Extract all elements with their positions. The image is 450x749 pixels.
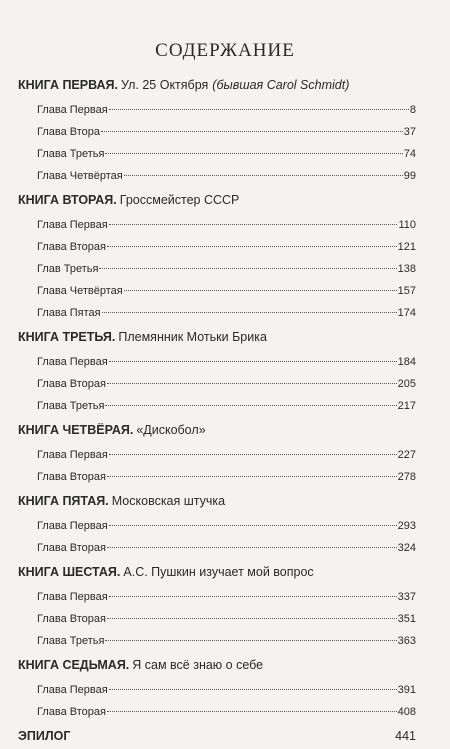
chapter-name: Глава Вторая [37, 471, 106, 483]
chapter-name: Глава Втора [37, 126, 101, 138]
book-heading[interactable] [18, 324, 416, 351]
chapter-page: 157 [397, 285, 416, 297]
chapter-page: 138 [397, 263, 416, 275]
book-subtitle: Гроссмейстер СССР [119, 193, 240, 207]
table-of-contents [18, 72, 416, 749]
dot-leader [101, 131, 403, 132]
book-heading[interactable] [18, 187, 416, 214]
chapter-name: Глава Первая [37, 520, 108, 532]
chapter-entry[interactable] [18, 258, 416, 280]
dot-leader [105, 405, 396, 406]
book-heading[interactable] [18, 72, 416, 99]
chapter-page: 8 [409, 104, 416, 116]
dot-leader [109, 454, 397, 455]
epilog-page: 441 [395, 729, 416, 743]
chapter-name: Глава Первая [37, 449, 108, 461]
chapter-entry[interactable] [18, 214, 416, 236]
book-heading[interactable] [18, 652, 416, 679]
chapter-name: Глава Первая [37, 684, 108, 696]
chapter-entry[interactable] [18, 608, 416, 630]
dot-leader [107, 711, 397, 712]
chapter-entry[interactable] [18, 537, 416, 559]
chapter-page: 363 [397, 635, 416, 647]
chapter-page: 174 [397, 307, 416, 319]
chapter-entry[interactable] [18, 373, 416, 395]
dot-leader [109, 596, 397, 597]
chapter-name: Глава Пятая [37, 307, 101, 319]
chapter-name: Глава Третья [37, 635, 105, 647]
chapter-page: 37 [403, 126, 416, 138]
dot-leader [107, 547, 397, 548]
chapter-page: 337 [397, 591, 416, 603]
chapter-name: Глава Четвёртая [37, 285, 123, 297]
dot-leader [109, 361, 397, 362]
dot-leader [105, 640, 396, 641]
chapter-entry[interactable] [18, 515, 416, 537]
book-label: КНИГА ПЯТАЯ. [18, 494, 109, 508]
chapter-entry[interactable] [18, 679, 416, 701]
book-label: КНИГА ВТОРАЯ. [18, 193, 117, 207]
chapter-page: 74 [403, 148, 416, 160]
dot-leader [102, 312, 397, 313]
chapter-name: Глава Первая [37, 219, 108, 231]
dot-leader [107, 383, 397, 384]
chapter-page: 99 [403, 170, 416, 182]
chapter-entry[interactable] [18, 165, 416, 187]
chapter-name: Глава Вторая [37, 613, 106, 625]
chapter-page: 217 [397, 400, 416, 412]
dot-leader [124, 290, 397, 291]
chapter-name: Глав Третья [37, 263, 99, 275]
chapter-page: 227 [397, 449, 416, 461]
chapter-entry[interactable] [18, 351, 416, 373]
book-heading[interactable] [18, 417, 416, 444]
chapter-page: 408 [397, 706, 416, 718]
chapter-name: Глава Третья [37, 148, 105, 160]
dot-leader [109, 109, 409, 110]
chapter-name: Глава Вторая [37, 241, 106, 253]
book-subtitle: Московская штучка [111, 494, 226, 508]
dot-leader [107, 246, 397, 247]
chapter-entry[interactable] [18, 395, 416, 417]
chapter-entry[interactable] [18, 143, 416, 165]
chapter-name: Глава Четвёртая [37, 170, 123, 182]
chapter-name: Глава Первая [37, 104, 108, 116]
chapter-page: 121 [397, 241, 416, 253]
chapter-name: Глава Первая [37, 356, 108, 368]
chapter-entry[interactable] [18, 121, 416, 143]
book-heading[interactable] [18, 488, 416, 515]
chapter-page: 278 [397, 471, 416, 483]
dot-leader [109, 224, 398, 225]
dot-leader [124, 175, 403, 176]
chapter-entry[interactable] [18, 466, 416, 488]
book-subtitle: А.С. Пушкин изучает мой вопрос [123, 565, 314, 579]
chapter-name: Глава Вторая [37, 706, 106, 718]
chapter-page: 293 [397, 520, 416, 532]
chapter-name: Глава Вторая [37, 378, 106, 390]
chapter-page: 205 [397, 378, 416, 390]
chapter-page: 351 [397, 613, 416, 625]
book-label: КНИГА ШЕСТАЯ. [18, 565, 121, 579]
chapter-name: Глава Вторая [37, 542, 106, 554]
book-subtitle: «Дискобол» [136, 423, 206, 437]
chapter-entry[interactable] [18, 280, 416, 302]
chapter-entry[interactable] [18, 444, 416, 466]
book-label: КНИГА ТРЕТЬЯ. [18, 330, 116, 344]
dot-leader [107, 476, 397, 477]
book-heading[interactable] [18, 559, 416, 586]
chapter-page: 391 [397, 684, 416, 696]
chapter-page: 324 [397, 542, 416, 554]
chapter-page: 184 [397, 356, 416, 368]
chapter-name: Глава Третья [37, 400, 105, 412]
dot-leader [109, 689, 397, 690]
dot-leader [99, 268, 396, 269]
book-subtitle: Племянник Мотьки Брика [118, 330, 267, 344]
dot-leader [105, 153, 402, 154]
book-label: КНИГА ЧЕТВЁРАЯ. [18, 423, 134, 437]
page-title: СОДЕРЖАНИЕ [155, 40, 295, 61]
chapter-entry[interactable] [18, 302, 416, 324]
chapter-entry[interactable] [18, 99, 416, 121]
chapter-entry[interactable] [18, 630, 416, 652]
book-label: КНИГА ПЕРВАЯ. [18, 78, 118, 92]
dot-leader [107, 618, 397, 619]
chapter-name: Глава Первая [37, 591, 108, 603]
chapter-entry[interactable] [18, 586, 416, 608]
book-subtitle: Ул. 25 Октября [121, 78, 209, 92]
epilog-entry[interactable] [18, 723, 416, 749]
chapter-page: 110 [398, 219, 416, 231]
book-label: КНИГА СЕДЬМАЯ. [18, 658, 130, 672]
epilog-label: ЭПИЛОГ [18, 729, 71, 743]
chapter-entry[interactable] [18, 701, 416, 723]
book-note: (бывшая Carol Schmidt) [212, 78, 350, 92]
chapter-entry[interactable] [18, 236, 416, 258]
book-subtitle: Я сам всё знаю о себе [132, 658, 264, 672]
dot-leader [109, 525, 397, 526]
